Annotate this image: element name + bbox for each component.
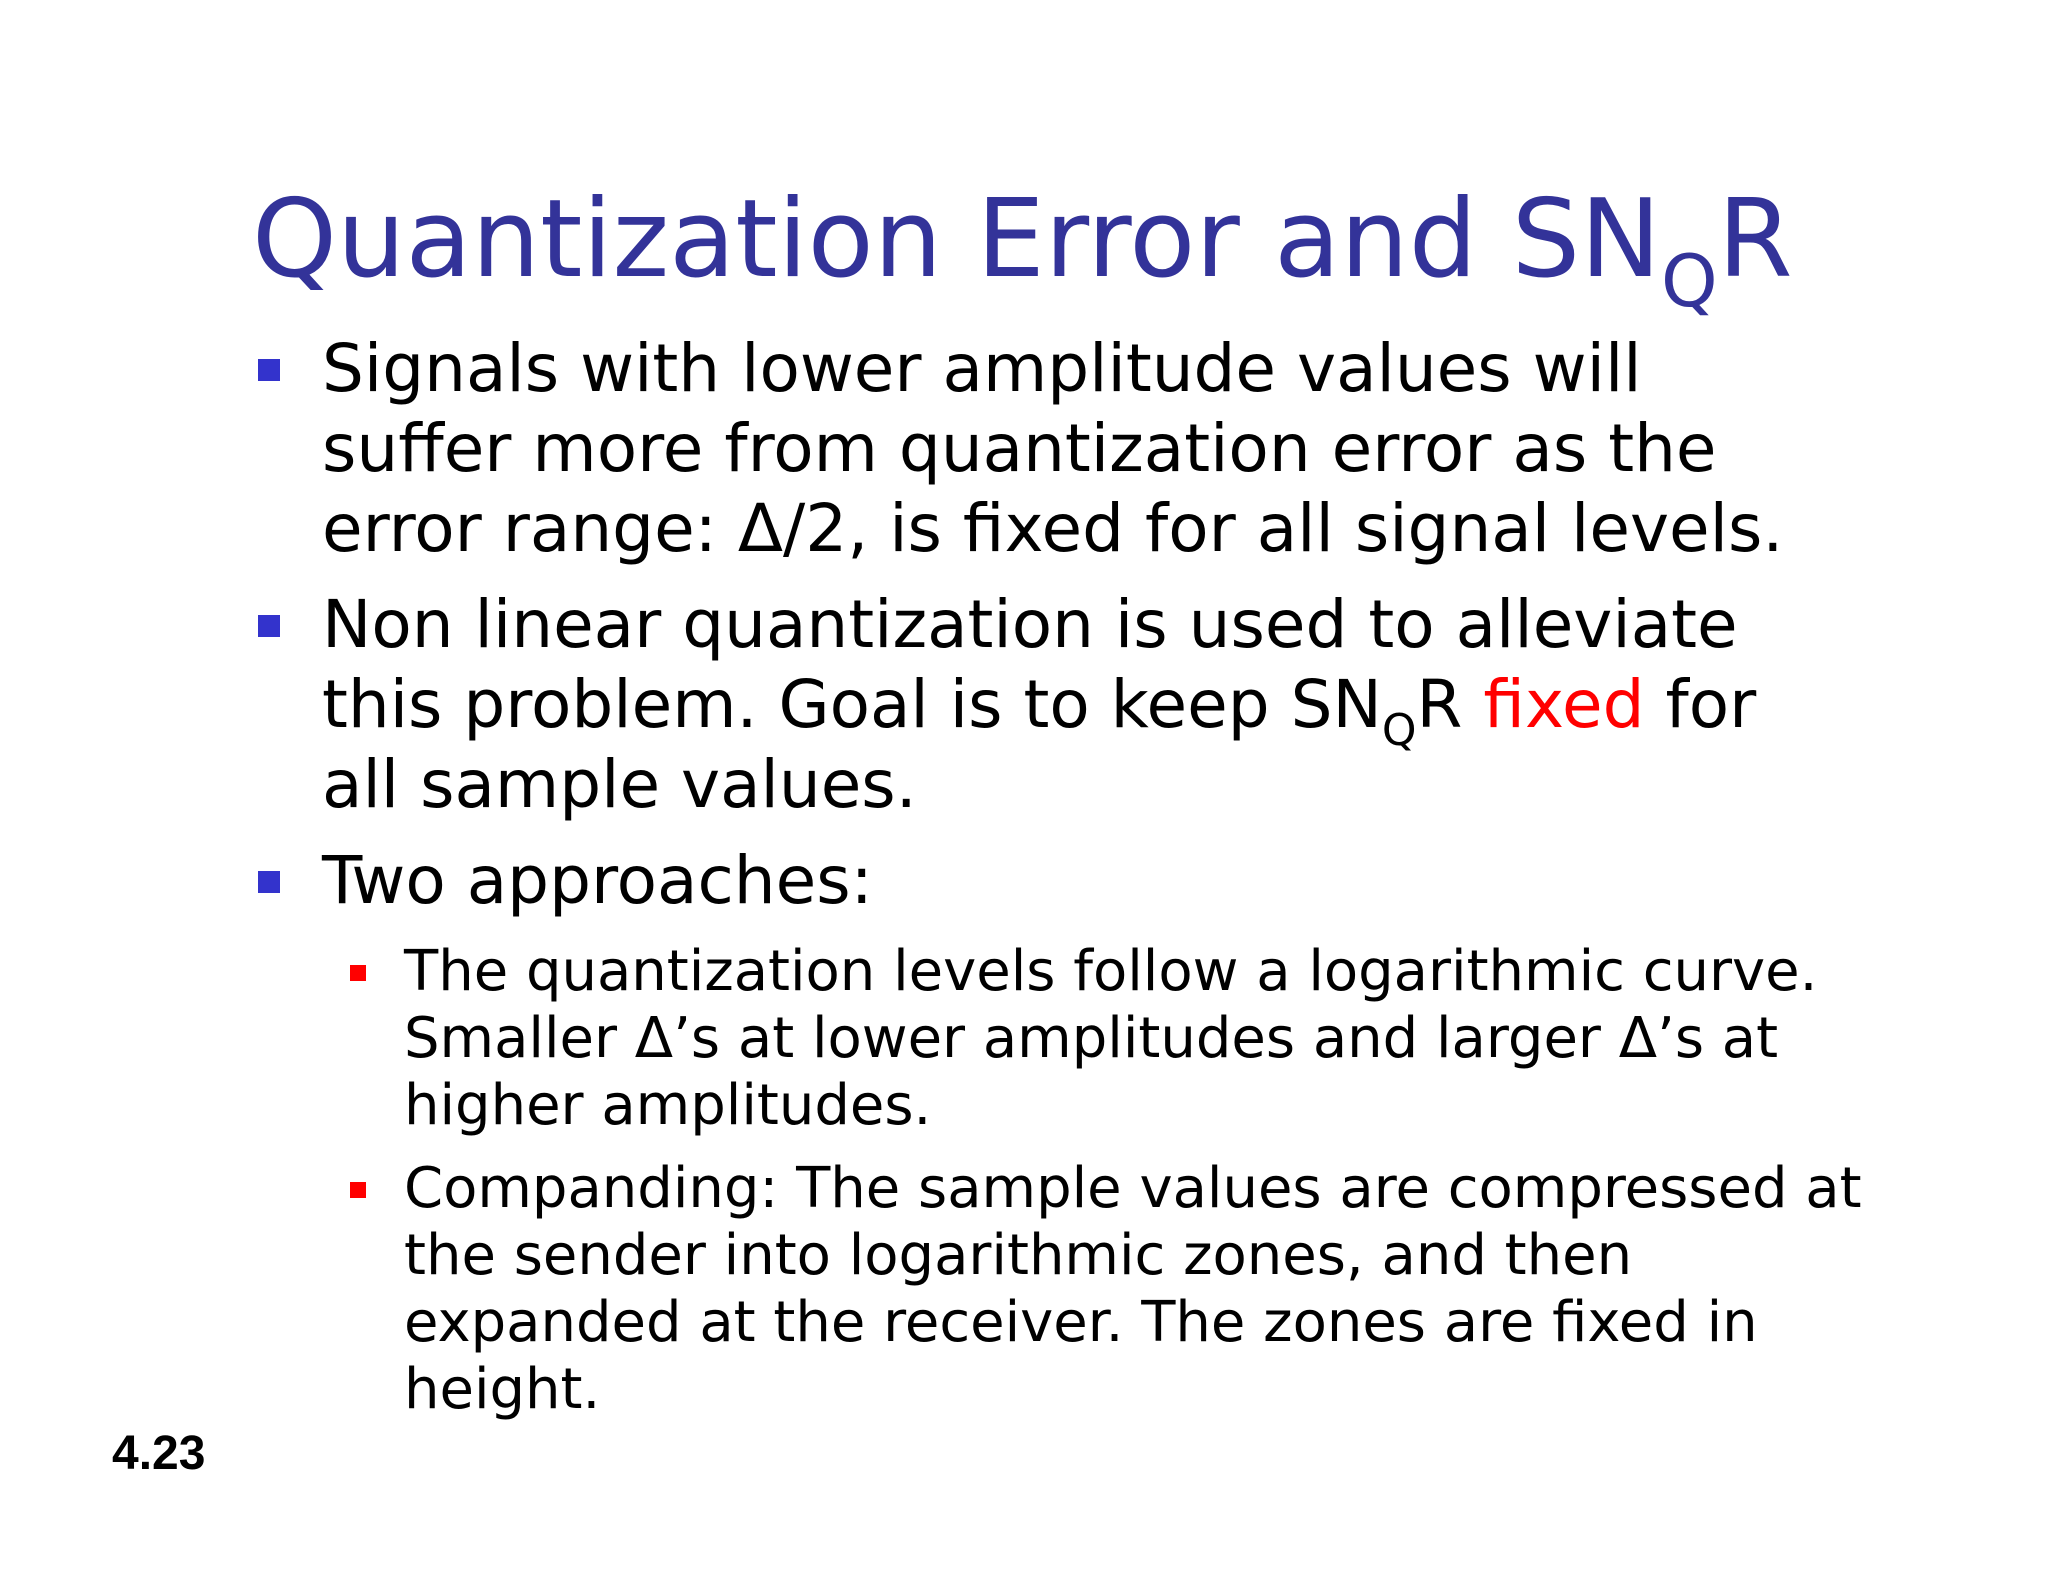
bullet-2-text-part2: R — [1416, 666, 1484, 743]
sub-bullet-2-text: Companding: The sample values are compressed at the sender into logarithmic zones, and then expanded at the receiver. The zones are fixed in height. — [404, 1156, 1862, 1422]
slide-title-main: Quantization Error and SN — [252, 177, 1661, 302]
square-bullet-icon — [258, 871, 280, 893]
page-number: 4.23 — [112, 1427, 206, 1480]
bullet-2-subscript: Q — [1381, 705, 1417, 756]
bullet-2 — [322, 585, 1822, 825]
square-bullet-icon — [258, 359, 280, 381]
bullet-3 — [322, 841, 1822, 921]
sub-bullet-1 — [404, 938, 1864, 1139]
bullet-3-text: Two approaches: — [322, 842, 873, 919]
square-bullet-icon — [258, 615, 280, 637]
bullet-1-text: Signals with lower amplitude values will suffer more from quantization error as the error range: Δ/2, is fixed for all signal levels. — [322, 330, 1784, 567]
slide-title — [252, 176, 1793, 323]
square-bullet-icon — [350, 965, 366, 981]
sub-bullet-1-text: The quantization levels follow a logarithmic curve. Smaller Δ’s at lower amplitudes and larger Δ’s at higher amplitudes. — [404, 939, 1818, 1138]
sub-bullet-2 — [404, 1155, 1864, 1423]
slide-title-subscript: Q — [1660, 239, 1718, 323]
bullet-2-text-part1: Non linear quantization is used to alleviate this problem. Goal is to keep SN — [322, 586, 1738, 743]
slide-title-tail: R — [1717, 177, 1793, 302]
bullet-1 — [322, 329, 1822, 569]
bullet-2-text-part3: for all sample values. — [322, 666, 1757, 823]
highlight-fixed: fixed — [1483, 666, 1645, 743]
square-bullet-icon — [350, 1182, 366, 1198]
